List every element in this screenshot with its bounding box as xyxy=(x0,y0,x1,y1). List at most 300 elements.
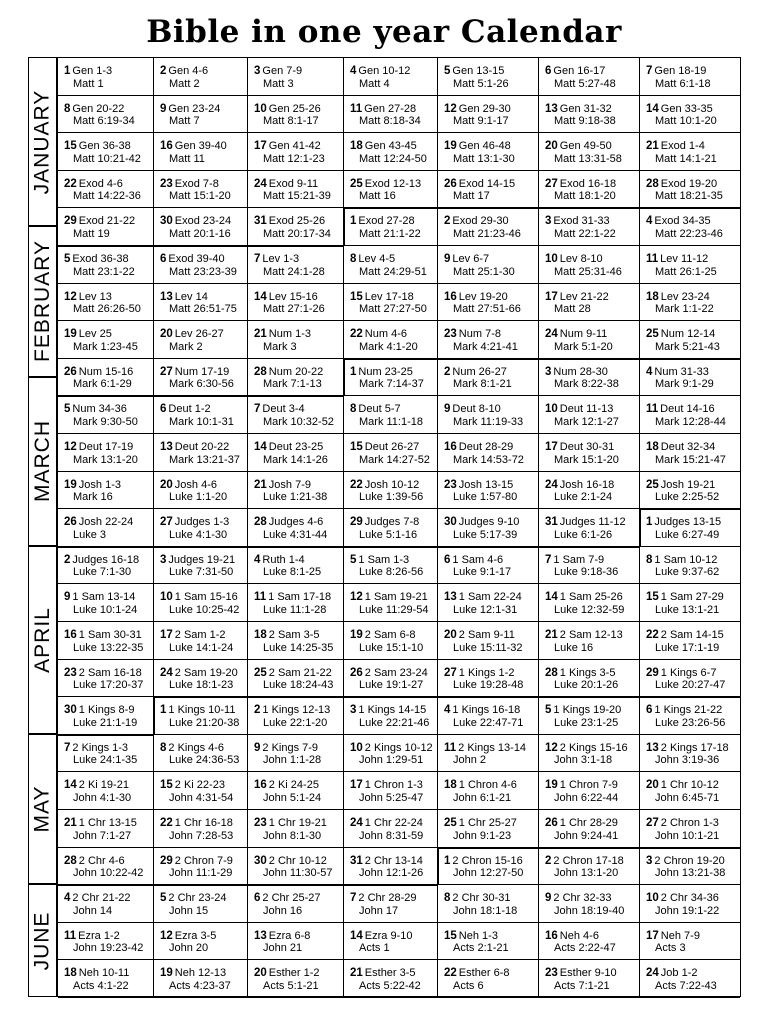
new-testament-reading: Matt 10:1-20 xyxy=(655,115,717,128)
old-testament-reading: 2 Chron 7-9 xyxy=(174,854,233,867)
old-testament-reading: Num 28-30 xyxy=(553,365,608,378)
day-number: 27 xyxy=(646,817,659,829)
new-testament-reading: Mark 9:1-29 xyxy=(655,378,714,391)
day-number: 4 xyxy=(646,215,653,228)
old-testament-reading: Neh 4-6 xyxy=(559,929,599,942)
old-testament-reading: Gen 43-45 xyxy=(364,140,417,153)
old-testament-reading: 2 Chron 15-16 xyxy=(452,854,523,867)
old-testament-reading: 2 Ki 22-23 xyxy=(174,779,225,792)
old-testament-reading: Deut 1-2 xyxy=(168,403,211,416)
day-number: 17 xyxy=(545,290,558,303)
old-testament-reading: 1 Chr 16-18 xyxy=(174,817,233,829)
old-testament-reading: Gen 39-40 xyxy=(174,140,227,153)
day-cell xyxy=(154,735,248,773)
day-number: 12 xyxy=(64,290,77,303)
new-testament-reading: Luke 5:17-39 xyxy=(453,528,518,541)
old-testament-reading: Josh 1-3 xyxy=(78,478,121,491)
day-number: 26 xyxy=(545,817,558,829)
day-number: 6 xyxy=(254,892,261,905)
day-cell xyxy=(438,396,539,434)
day-number: 30 xyxy=(64,704,77,717)
new-testament-reading: Mark 15:1-20 xyxy=(554,453,619,466)
new-testament-reading: John 6:45-71 xyxy=(655,791,720,804)
day-cell xyxy=(640,547,740,585)
day-number: 27 xyxy=(160,516,173,529)
day-cell xyxy=(58,208,154,246)
day-cell xyxy=(640,133,740,171)
new-testament-reading: Matt 6:19-34 xyxy=(73,115,135,128)
old-testament-reading: 1 Sam 27-29 xyxy=(660,591,724,604)
day-number: 1 xyxy=(350,215,357,228)
day-number: 5 xyxy=(545,704,552,717)
old-testament-reading: Judges 1-3 xyxy=(174,516,230,529)
old-testament-reading: Josh 13-15 xyxy=(458,478,514,491)
day-number: 8 xyxy=(160,741,167,754)
day-cell xyxy=(640,735,740,773)
day-number: 15 xyxy=(350,290,363,303)
old-testament-reading: Neh 7-9 xyxy=(660,929,700,942)
old-testament-reading: 2 Kings 7-9 xyxy=(262,741,319,754)
day-number: 2 xyxy=(254,704,261,717)
day-number: 5 xyxy=(444,65,451,77)
old-testament-reading: Josh 10-12 xyxy=(364,478,420,491)
new-testament-reading: Acts 7:1-21 xyxy=(554,979,610,992)
day-cell xyxy=(344,359,438,397)
day-number: 27 xyxy=(545,177,558,190)
old-testament-reading: Exod 9-11 xyxy=(268,177,319,190)
new-testament-reading: Mark 6:1-29 xyxy=(73,378,132,391)
day-number: 3 xyxy=(545,215,552,228)
day-number: 18 xyxy=(646,290,659,303)
day-cell xyxy=(58,660,154,698)
day-cell xyxy=(344,133,438,171)
day-cell xyxy=(248,584,344,622)
day-cell xyxy=(58,547,154,585)
day-cell xyxy=(539,735,640,773)
new-testament-reading: John 14 xyxy=(73,904,113,917)
day-number: 13 xyxy=(646,741,659,754)
month-label-divider xyxy=(28,545,57,547)
day-cell xyxy=(640,396,740,434)
day-number: 21 xyxy=(64,817,77,829)
day-cell xyxy=(539,660,640,698)
old-testament-reading: Gen 4-6 xyxy=(168,65,209,77)
new-testament-reading: Luke 1:57-80 xyxy=(453,491,518,504)
day-number: 10 xyxy=(160,591,173,604)
day-cell xyxy=(58,772,154,810)
day-cell xyxy=(539,772,640,810)
old-testament-reading: Deut 3-4 xyxy=(262,403,305,416)
new-testament-reading: Luke 11:1-28 xyxy=(263,603,327,616)
day-cell xyxy=(539,208,640,246)
day-cell xyxy=(248,697,344,735)
day-cell xyxy=(248,810,344,848)
day-number: 13 xyxy=(545,102,558,115)
day-number: 24 xyxy=(545,328,558,341)
day-number: 25 xyxy=(646,478,659,491)
day-cell xyxy=(58,584,154,622)
day-cell xyxy=(539,246,640,284)
day-cell xyxy=(640,96,740,134)
old-testament-reading: 1 Kings 6-7 xyxy=(660,666,717,679)
day-cell xyxy=(438,547,539,585)
new-testament-reading: Matt 27:51-66 xyxy=(453,303,521,316)
new-testament-reading: Mark 1:23-45 xyxy=(73,340,138,353)
new-testament-reading: John 6:22-44 xyxy=(554,791,619,804)
day-number: 18 xyxy=(646,441,659,453)
day-cell xyxy=(539,848,640,886)
day-cell xyxy=(438,584,539,622)
new-testament-reading: Luke 21:20-38 xyxy=(169,716,240,729)
day-number: 11 xyxy=(646,253,659,265)
day-cell xyxy=(640,509,740,547)
old-testament-reading: 1 Chr 13-15 xyxy=(78,817,137,829)
day-cell xyxy=(248,848,344,886)
day-number: 28 xyxy=(64,854,77,867)
old-testament-reading: 2 Chr 13-14 xyxy=(364,854,423,867)
new-testament-reading: Matt 24:1-28 xyxy=(263,265,325,278)
day-number: 23 xyxy=(545,967,558,980)
day-cell xyxy=(248,960,344,998)
day-number: 6 xyxy=(160,403,167,416)
day-cell xyxy=(539,58,640,96)
new-testament-reading: John 5:1-24 xyxy=(263,791,322,804)
day-number: 9 xyxy=(444,403,451,416)
new-testament-reading: Matt 25:1-30 xyxy=(453,265,515,278)
new-testament-reading: Mark 1:1-22 xyxy=(655,303,714,316)
day-cell xyxy=(438,171,539,209)
day-cell xyxy=(344,810,438,848)
day-cell xyxy=(344,660,438,698)
old-testament-reading: Judges 9-10 xyxy=(458,516,520,529)
new-testament-reading: Luke 1:1-20 xyxy=(169,491,228,504)
day-number: 5 xyxy=(64,403,71,416)
old-testament-reading: Deut 8-10 xyxy=(452,403,501,416)
day-cell xyxy=(248,472,344,510)
new-testament-reading: Matt 8:18-34 xyxy=(359,115,421,128)
day-cell xyxy=(438,509,539,547)
new-testament-reading: Luke 2:1-24 xyxy=(554,491,613,504)
new-testament-reading: Matt 26:26-50 xyxy=(73,303,141,316)
old-testament-reading: Gen 25-26 xyxy=(268,102,321,115)
day-cell xyxy=(438,622,539,660)
new-testament-reading: John 3:1-18 xyxy=(554,754,613,767)
new-testament-reading: Acts 4:1-22 xyxy=(73,979,129,992)
new-testament-reading: Matt 2 xyxy=(169,77,200,90)
day-number: 18 xyxy=(350,140,363,153)
day-number: 10 xyxy=(350,741,363,754)
day-cell xyxy=(438,321,539,359)
day-cell xyxy=(640,472,740,510)
day-number: 16 xyxy=(444,441,457,453)
day-cell xyxy=(58,472,154,510)
new-testament-reading: John 7:28-53 xyxy=(169,829,234,842)
new-testament-reading: Luke 22:21-46 xyxy=(359,716,430,729)
day-number: 4 xyxy=(350,65,357,77)
old-testament-reading: 2 Sam 21-22 xyxy=(268,666,332,679)
new-testament-reading: Acts 2:1-21 xyxy=(453,942,509,955)
day-cell xyxy=(154,622,248,660)
day-cell xyxy=(640,923,740,961)
new-testament-reading: Luke 21:1-19 xyxy=(73,716,138,729)
day-cell xyxy=(640,810,740,848)
day-number: 2 xyxy=(64,553,71,566)
day-number: 13 xyxy=(160,290,173,303)
new-testament-reading: John 12:27-50 xyxy=(453,867,524,880)
new-testament-reading: Luke 19:28-48 xyxy=(453,679,524,692)
day-cell xyxy=(154,321,248,359)
new-testament-reading: Matt 9:1-17 xyxy=(453,115,509,128)
old-testament-reading: Gen 13-15 xyxy=(452,65,505,77)
day-cell xyxy=(154,810,248,848)
old-testament-reading: Judges 4-6 xyxy=(268,516,324,529)
old-testament-reading: Num 7-8 xyxy=(458,328,501,341)
day-cell xyxy=(640,359,740,397)
day-cell xyxy=(248,171,344,209)
new-testament-reading: Matt 25:31-46 xyxy=(554,265,622,278)
day-cell xyxy=(438,208,539,246)
month-divider xyxy=(58,395,344,397)
old-testament-reading: 1 Sam 1-3 xyxy=(358,553,410,566)
day-cell xyxy=(248,246,344,284)
old-testament-reading: Deut 28-29 xyxy=(458,441,514,453)
old-testament-reading: 2 Kings 10-12 xyxy=(364,741,433,754)
day-cell xyxy=(539,284,640,322)
old-testament-reading: Gen 36-38 xyxy=(78,140,131,153)
new-testament-reading: John 5:25-47 xyxy=(359,791,424,804)
new-testament-reading: Mark 12:28-44 xyxy=(655,415,726,428)
new-testament-reading: Matt 28 xyxy=(554,303,591,316)
day-cell xyxy=(344,697,438,735)
day-number: 27 xyxy=(160,365,173,378)
new-testament-reading: Matt 16 xyxy=(359,190,396,203)
day-number: 5 xyxy=(160,892,167,905)
month-label: APRIL xyxy=(30,606,54,673)
old-testament-reading: 2 Chron 19-20 xyxy=(654,854,725,867)
day-cell xyxy=(640,284,740,322)
new-testament-reading: Acts 1 xyxy=(359,942,390,955)
day-cell xyxy=(154,697,248,735)
old-testament-reading: Exod 27-28 xyxy=(358,215,415,228)
day-cell xyxy=(539,885,640,923)
day-number: 3 xyxy=(254,65,261,77)
day-cell xyxy=(344,960,438,998)
day-cell xyxy=(438,434,539,472)
day-cell xyxy=(154,58,248,96)
new-testament-reading: Luke 15:1-10 xyxy=(359,641,424,654)
day-cell xyxy=(344,96,438,134)
day-cell xyxy=(58,509,154,547)
old-testament-reading: Lev 4-5 xyxy=(358,253,396,265)
month-divider xyxy=(58,546,640,548)
new-testament-reading: Matt 23:1-22 xyxy=(73,265,135,278)
day-cell xyxy=(640,622,740,660)
new-testament-reading: Mark 11:19-33 xyxy=(453,415,524,428)
day-number: 7 xyxy=(64,741,71,754)
day-number: 25 xyxy=(646,328,659,341)
day-number: 14 xyxy=(254,441,267,453)
old-testament-reading: 2 Chr 10-12 xyxy=(268,854,327,867)
day-cell xyxy=(154,246,248,284)
new-testament-reading: Mark 12:1-27 xyxy=(554,415,619,428)
old-testament-reading: Gen 18-19 xyxy=(654,65,707,77)
new-testament-reading: John 2 xyxy=(453,754,487,767)
day-number: 16 xyxy=(545,929,558,942)
month-divider xyxy=(344,358,740,360)
day-cell xyxy=(344,171,438,209)
day-cell xyxy=(539,396,640,434)
new-testament-reading: John 20 xyxy=(169,942,209,955)
old-testament-reading: 1 Chron 1-3 xyxy=(364,779,423,792)
old-testament-reading: 2 Chr 23-24 xyxy=(168,892,227,905)
new-testament-reading: Mark 3 xyxy=(263,340,297,353)
old-testament-reading: Josh 16-18 xyxy=(559,478,615,491)
day-cell xyxy=(640,246,740,284)
new-testament-reading: Matt 21:1-22 xyxy=(359,227,421,240)
day-number: 14 xyxy=(254,290,267,303)
day-number: 20 xyxy=(254,967,267,980)
old-testament-reading: Judges 11-12 xyxy=(559,516,626,529)
old-testament-reading: Num 34-36 xyxy=(72,403,127,416)
day-cell xyxy=(344,396,438,434)
day-number: 14 xyxy=(350,929,363,942)
new-testament-reading: Mark 14:53-72 xyxy=(453,453,524,466)
day-number: 22 xyxy=(350,478,363,491)
new-testament-reading: Luke 8:26-56 xyxy=(359,566,424,579)
old-testament-reading: 1 Kings 8-9 xyxy=(78,704,135,717)
day-number: 15 xyxy=(444,929,457,942)
old-testament-reading: 1 Kings 16-18 xyxy=(452,704,521,717)
old-testament-reading: Gen 20-22 xyxy=(72,102,125,115)
old-testament-reading: Neh 1-3 xyxy=(458,929,498,942)
new-testament-reading: Matt 10:21-42 xyxy=(73,152,141,165)
old-testament-reading: Num 9-11 xyxy=(559,328,608,341)
day-number: 17 xyxy=(160,629,173,641)
new-testament-reading: Matt 18:21-35 xyxy=(655,190,723,203)
old-testament-reading: Exod 19-20 xyxy=(660,177,718,190)
old-testament-reading: Exod 12-13 xyxy=(364,177,422,190)
day-cell xyxy=(58,960,154,998)
month-divider xyxy=(639,508,641,547)
old-testament-reading: Josh 22-24 xyxy=(78,516,134,529)
old-testament-reading: 1 Chr 28-29 xyxy=(559,817,618,829)
new-testament-reading: John 6:1-21 xyxy=(453,791,512,804)
new-testament-reading: Matt 22:1-22 xyxy=(554,227,616,240)
new-testament-reading: Matt 14:22-36 xyxy=(73,190,141,203)
day-cell xyxy=(539,133,640,171)
new-testament-reading: Matt 23:23-39 xyxy=(169,265,237,278)
day-cell xyxy=(344,547,438,585)
month-divider xyxy=(58,884,438,886)
new-testament-reading: Matt 3 xyxy=(263,77,294,90)
day-number: 1 xyxy=(160,704,167,717)
new-testament-reading: Luke 9:37-62 xyxy=(655,566,720,579)
day-number: 3 xyxy=(350,704,357,717)
old-testament-reading: 2 Chron 17-18 xyxy=(553,854,624,867)
old-testament-reading: 2 Chr 21-22 xyxy=(72,892,131,905)
day-cell xyxy=(154,660,248,698)
day-cell xyxy=(344,246,438,284)
day-number: 12 xyxy=(350,591,363,604)
old-testament-reading: Lev 25 xyxy=(78,328,112,341)
day-number: 1 xyxy=(444,854,451,867)
new-testament-reading: Mark 15:21-47 xyxy=(655,453,726,466)
new-testament-reading: John 13:21-38 xyxy=(655,867,726,880)
old-testament-reading: Judges 7-8 xyxy=(364,516,420,529)
old-testament-reading: Deut 30-31 xyxy=(559,441,615,453)
day-cell xyxy=(438,735,539,773)
old-testament-reading: 2 Sam 1-2 xyxy=(174,629,226,641)
old-testament-reading: Josh 19-21 xyxy=(660,478,716,491)
new-testament-reading: Acts 2:22-47 xyxy=(554,942,616,955)
day-number: 29 xyxy=(160,854,173,867)
day-cell xyxy=(438,359,539,397)
new-testament-reading: Mark 7:1-13 xyxy=(263,378,322,391)
day-number: 24 xyxy=(254,177,267,190)
new-testament-reading: John 19:1-22 xyxy=(655,904,720,917)
day-cell xyxy=(539,584,640,622)
day-cell xyxy=(539,321,640,359)
day-number: 14 xyxy=(646,102,659,115)
day-cell xyxy=(248,434,344,472)
day-cell xyxy=(344,509,438,547)
new-testament-reading: Luke 23:26-56 xyxy=(655,716,726,729)
new-testament-reading: Luke 9:18-36 xyxy=(554,566,619,579)
new-testament-reading: John 4:31-54 xyxy=(169,791,234,804)
old-testament-reading: 2 Chr 4-6 xyxy=(78,854,125,867)
day-number: 16 xyxy=(254,779,267,792)
old-testament-reading: Gen 10-12 xyxy=(358,65,411,77)
old-testament-reading: 1 Kings 1-2 xyxy=(458,666,515,679)
new-testament-reading: Luke 10:25-42 xyxy=(169,603,240,616)
day-cell xyxy=(58,622,154,660)
day-cell xyxy=(58,58,154,96)
old-testament-reading: Deut 23-25 xyxy=(268,441,324,453)
day-number: 30 xyxy=(444,516,457,529)
day-number: 18 xyxy=(64,967,77,980)
day-number: 5 xyxy=(350,553,357,566)
day-number: 28 xyxy=(545,666,558,679)
day-number: 21 xyxy=(254,328,267,341)
day-number: 14 xyxy=(545,591,558,604)
old-testament-reading: Deut 20-22 xyxy=(174,441,230,453)
new-testament-reading: Luke 24:36-53 xyxy=(169,754,240,767)
old-testament-reading: Gen 49-50 xyxy=(559,140,612,153)
new-testament-reading: Matt 27:1-26 xyxy=(263,303,325,316)
new-testament-reading: John 13:1-20 xyxy=(554,867,619,880)
old-testament-reading: Num 1-3 xyxy=(268,328,311,341)
day-cell xyxy=(248,735,344,773)
day-number: 9 xyxy=(64,591,71,604)
day-number: 19 xyxy=(64,478,77,491)
day-number: 2 xyxy=(160,65,167,77)
new-testament-reading: Luke 20:1-26 xyxy=(554,679,619,692)
day-cell xyxy=(58,171,154,209)
new-testament-reading: Mark 13:1-20 xyxy=(73,453,138,466)
new-testament-reading: John 1:29-51 xyxy=(359,754,424,767)
old-testament-reading: 2 Kings 1-3 xyxy=(72,741,129,754)
old-testament-reading: 2 Chron 1-3 xyxy=(660,817,719,829)
day-number: 9 xyxy=(444,253,451,265)
month-divider xyxy=(438,847,740,849)
old-testament-reading: Exod 23-24 xyxy=(174,215,232,228)
day-cell xyxy=(248,396,344,434)
calendar-grid xyxy=(57,57,741,997)
old-testament-reading: Deut 14-16 xyxy=(660,403,715,416)
old-testament-reading: 1 Sam 10-12 xyxy=(654,553,718,566)
old-testament-reading: 1 Sam 7-9 xyxy=(553,553,605,566)
new-testament-reading: Matt 26:1-25 xyxy=(655,265,717,278)
